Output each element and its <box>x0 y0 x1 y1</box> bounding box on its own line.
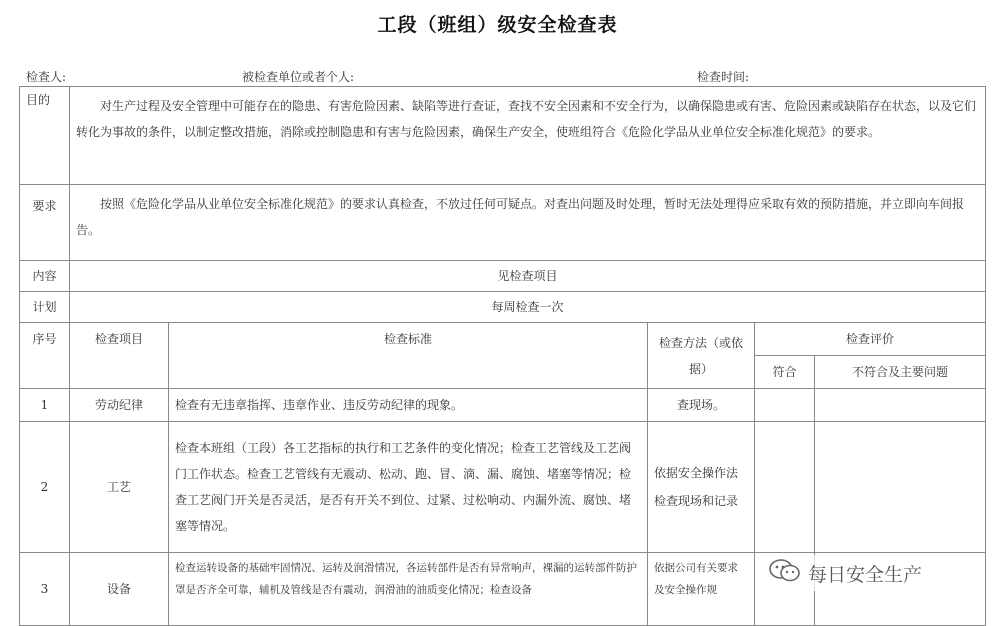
plan-label: 计划 <box>20 292 70 323</box>
plan-row <box>20 292 986 323</box>
header-item: 检查项目 <box>70 323 169 389</box>
page-title: 工段（班组）级安全检查表 <box>377 14 618 36</box>
inspection-time-label: 检查时间: <box>697 70 750 84</box>
row-item: 劳动纪律 <box>70 389 169 422</box>
row-standard: 检查本班组（工段）各工艺指标的执行和工艺条件的变化情况；检查工艺管线及工艺阀门工作状态。检查工艺管线有无震动、松动、跑、冒、滴、漏、腐蚀、堵塞等情况；检查工艺阀门开关是否灵活，是否有开关不到位、过紧、过松响动、内漏外流、腐蚀、堵塞等情况。 <box>169 422 648 553</box>
plan-value: 每周检查一次 <box>70 292 986 323</box>
row-standard: 检查运转设备的基础牢固情况、运转及润滑情况，各运转部件是否有异常响声，裸漏的运转部件防护罩是否齐全可靠，辅机及管线是否有震动，润滑油的油质变化情况；检查设备 <box>169 553 648 626</box>
content-row <box>20 261 986 292</box>
row-nonconform-cell[interactable] <box>815 389 986 422</box>
row-no: 3 <box>20 553 70 626</box>
inspector-label: 检查人: <box>26 70 67 84</box>
wechat-icon <box>768 557 802 590</box>
purpose-row <box>20 87 986 185</box>
row-item: 设备 <box>70 553 169 626</box>
row-conform-cell[interactable] <box>755 389 815 422</box>
row-nonconform-cell[interactable] <box>815 422 986 553</box>
header-row <box>20 323 986 356</box>
requirement-row <box>20 185 986 261</box>
purpose-label: 目的 <box>20 87 70 185</box>
header-conform: 符合 <box>755 356 815 389</box>
watermark <box>768 555 978 591</box>
row-item: 工艺 <box>70 422 169 553</box>
purpose-text: 对生产过程及安全管理中可能存在的隐患、有害危险因素、缺陷等进行查证，查找不安全因素和不安全行为，以确保隐患或有害、危险因素或缺陷存在状态，以及它们转化为事故的条件，以制定整改措施，消除或控制隐患和有害与危险因素，确保生产安全，使班组符合《危险化学品从业单位安全标准化规范》的要求。 <box>70 87 986 185</box>
table-row <box>20 389 986 422</box>
row-method: 依据公司有关要求及安全操作规 <box>648 553 755 626</box>
table-row <box>20 422 986 553</box>
content-label: 内容 <box>20 261 70 292</box>
requirement-text: 按照《危险化学品从业单位安全标准化规范》的要求认真检查，不放过任何可疑点。对查出问题及时处理，暂时无法处理得应采取有效的预防措施，并立即向车间报告。 <box>70 185 986 261</box>
row-standard: 检查有无违章指挥、违章作业、违反劳动纪律的现象。 <box>169 389 648 422</box>
header-no: 序号 <box>20 323 70 389</box>
row-no: 2 <box>20 422 70 553</box>
content-value: 见检查项目 <box>70 261 986 292</box>
inspection-table <box>19 86 986 626</box>
header-nonconform: 不符合及主要问题 <box>815 356 986 389</box>
row-no: 1 <box>20 389 70 422</box>
row-conform-cell[interactable] <box>755 422 815 553</box>
header-evaluation: 检查评价 <box>755 323 986 356</box>
row-method: 查现场。 <box>648 389 755 422</box>
inspected-unit-label: 被检查单位或者个人: <box>242 70 355 84</box>
watermark-text: 每日安全生产 <box>808 563 923 586</box>
row-method: 依据安全操作法检查现场和记录 <box>648 422 755 553</box>
requirement-label: 要求 <box>20 185 70 261</box>
header-method: 检查方法（或依据） <box>648 323 755 389</box>
header-standard: 检查标准 <box>169 323 648 389</box>
